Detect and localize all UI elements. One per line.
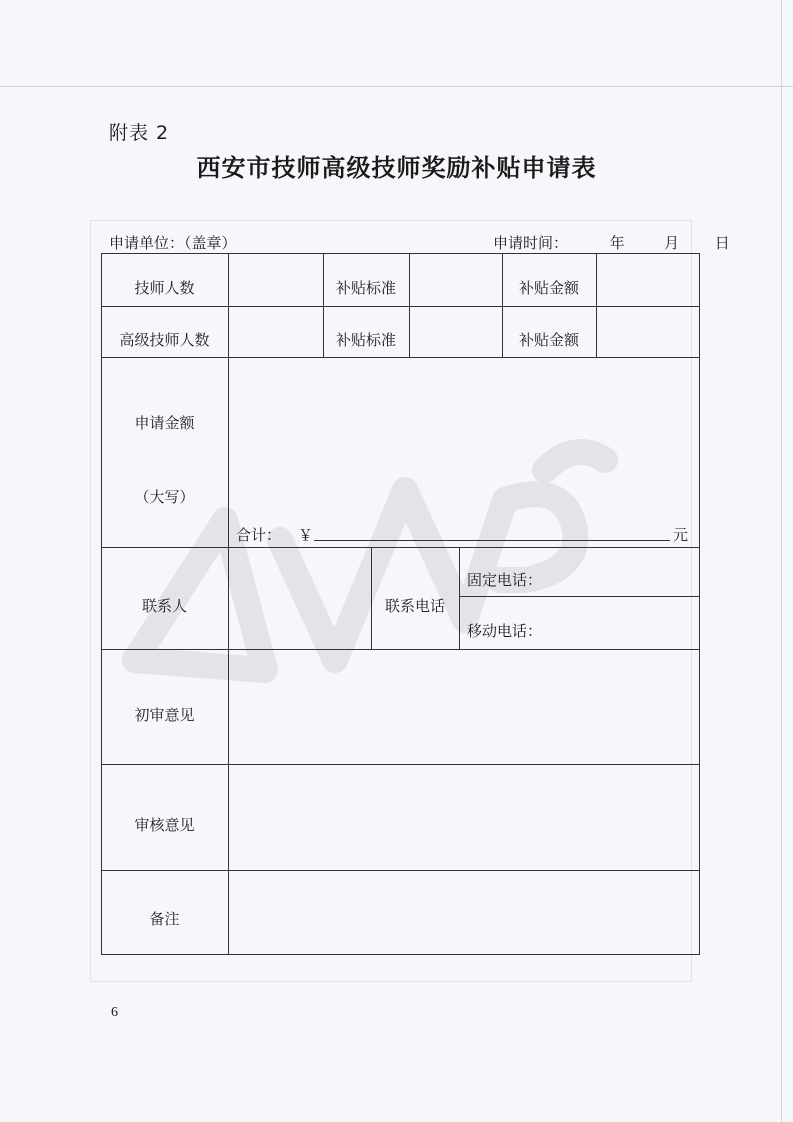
row-divider [101, 357, 700, 358]
row-divider [101, 547, 700, 548]
attachment-label: 附表 2 [109, 122, 170, 144]
technician-count-label: 技师人数 [134, 279, 195, 297]
day-label: 日 [714, 234, 730, 252]
application-time [493, 232, 730, 253]
currency-symbol: ￥ [298, 526, 314, 544]
column-divider [228, 253, 229, 955]
subsidy-amount-label: 补贴金额 [518, 331, 579, 349]
application-time-label: 申请时间： [493, 234, 569, 252]
contact-phone-label: 联系电话 [384, 597, 445, 615]
form-title: 西安市技师高级技师奖励补贴申请表 [196, 153, 597, 182]
audit-opinion-label: 审核意见 [134, 816, 195, 834]
page-number: 6 [111, 1005, 118, 1020]
apply-amount-label: 申请金额 [134, 414, 195, 432]
column-divider [459, 547, 460, 649]
applicant-unit-label: 申请单位：（盖章） [109, 234, 237, 252]
column-divider [596, 253, 597, 357]
subsidy-standard-label: 补贴标准 [335, 279, 396, 297]
month-label: 月 [664, 234, 680, 252]
total-amount-line [314, 540, 670, 541]
initial-review-label: 初审意见 [134, 706, 195, 724]
row-divider [101, 649, 700, 650]
subsidy-standard-label: 补贴标准 [335, 331, 396, 349]
senior-technician-count-label: 高级技师人数 [119, 331, 210, 349]
year-label: 年 [609, 234, 625, 252]
row-divider [101, 764, 700, 765]
row-divider [101, 870, 700, 871]
row-divider [459, 596, 700, 597]
page-fold-line [0, 86, 793, 87]
total-label: 合计： [236, 526, 282, 544]
landline-label: 固定电话： [467, 571, 543, 589]
yuan-label: 元 [673, 526, 689, 544]
uppercase-label: （大写） [134, 488, 195, 506]
subsidy-amount-label: 补贴金额 [518, 279, 579, 297]
column-divider [409, 253, 410, 357]
row-divider [101, 306, 700, 307]
contact-person-label: 联系人 [141, 597, 187, 615]
mobile-label: 移动电话： [467, 622, 543, 640]
remarks-label: 备注 [149, 910, 180, 928]
